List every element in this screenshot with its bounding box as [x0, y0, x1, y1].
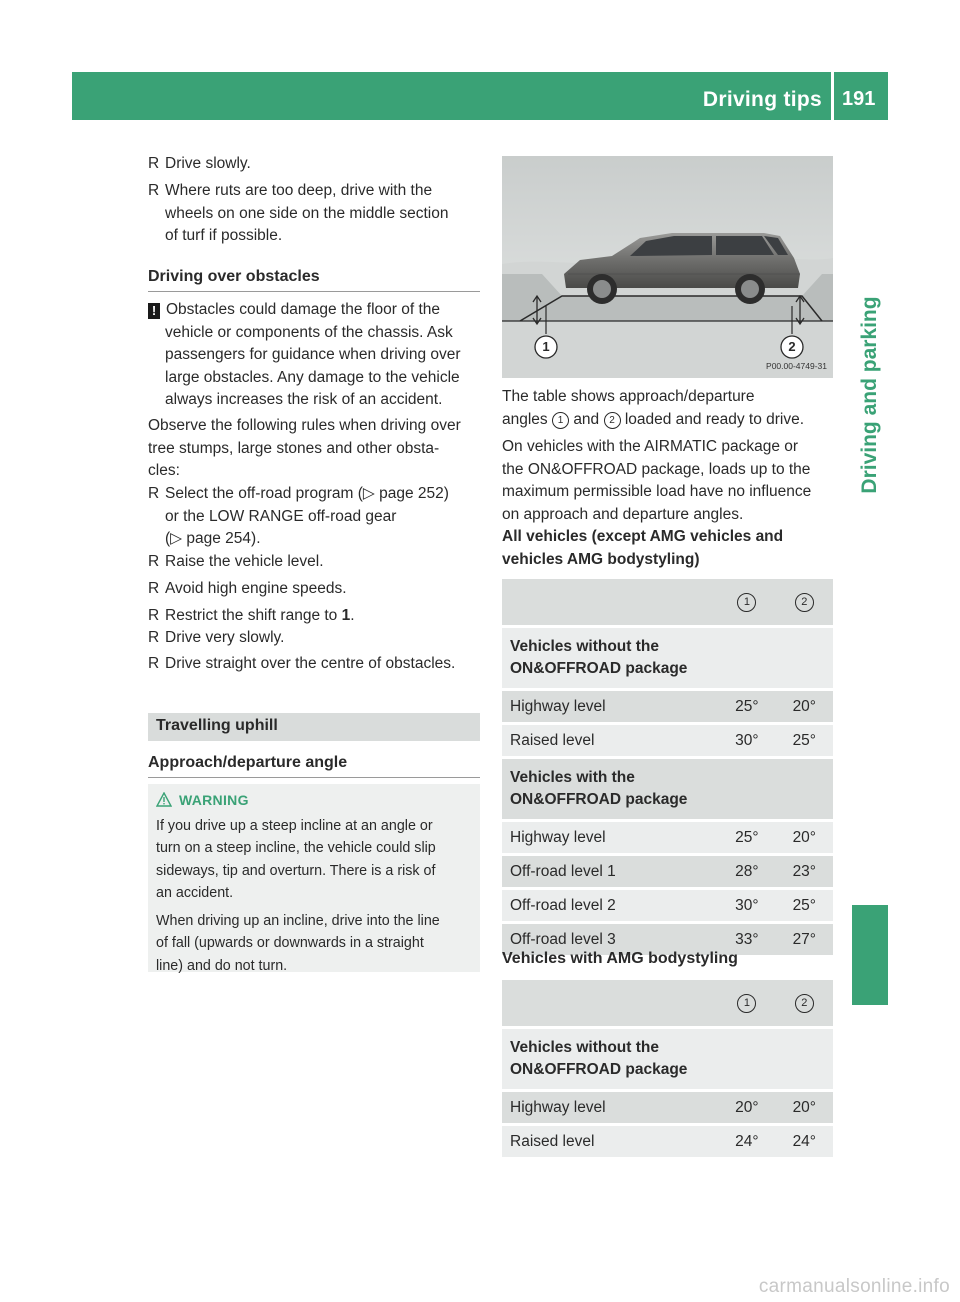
angle-2-value: 20°	[776, 691, 833, 722]
angle-2-value: 20°	[776, 1092, 833, 1123]
bullet-icon: R	[148, 629, 160, 646]
figure-label-2: 2	[788, 339, 796, 354]
section-label-line: ON&OFFROAD package	[510, 1061, 688, 1078]
notice-icon: !	[148, 303, 160, 319]
section-label-line: Vehicles without the	[510, 638, 659, 655]
table-section-row	[502, 1029, 833, 1089]
table-header-cell	[718, 579, 775, 625]
page-number: 191	[842, 88, 876, 110]
col-2-marker: 2	[795, 994, 814, 1013]
table-header-cell	[776, 980, 833, 1026]
table-row	[502, 1092, 833, 1123]
angle-2-value: 27°	[776, 924, 833, 955]
notice-line: vehicle or components of the chassis. Ask	[165, 323, 453, 341]
angle-1-value: 30°	[718, 725, 775, 756]
warning-line: When driving up an incline, drive into the line	[156, 913, 440, 930]
table-section-row	[502, 628, 833, 688]
table-header-cell	[502, 579, 718, 625]
row-label: Highway level	[502, 822, 718, 853]
col-2-marker: 2	[795, 593, 814, 612]
intro-line: tree stumps, large stones and other obsta-	[148, 439, 440, 457]
bullet-icon: R	[148, 607, 160, 624]
angle-2-value: 20°	[776, 822, 833, 853]
airmatic-line: the ON&OFFROAD package, loads up to the	[502, 460, 811, 478]
section-label-line: Vehicles without the	[510, 1039, 659, 1056]
bullet-text: Raise the vehicle level.	[165, 553, 324, 570]
rules-intro	[148, 415, 483, 483]
col-1-marker: 1	[737, 994, 756, 1013]
notice-line: Obstacles could damage the floor of the	[166, 301, 440, 318]
notice-line: large obstacles. Any damage to the vehicle	[165, 368, 460, 386]
section-title: Driving tips	[702, 88, 822, 111]
warning-line: If you drive up a steep incline at an angle or	[156, 818, 433, 834]
warning-header	[156, 792, 249, 810]
angle-2-value: 24°	[776, 1126, 833, 1157]
airmatic-note	[502, 436, 837, 526]
obstacles-heading: Driving over obstacles	[148, 268, 320, 285]
angle-2-marker: 2	[604, 412, 621, 429]
angles-table-all	[502, 576, 833, 958]
angle-1-value: 20°	[718, 1092, 775, 1123]
table-cell	[776, 1029, 833, 1089]
bullet-icon: R	[148, 655, 160, 672]
angle-1-value: 24°	[718, 1126, 775, 1157]
heading-rule	[148, 777, 480, 778]
uphill-title: Travelling uphill	[156, 717, 278, 734]
table-row	[502, 725, 833, 756]
vehicle-figure	[502, 156, 833, 378]
bullet-text: Drive straight over the centre of obstacles.	[165, 655, 456, 672]
bullet-text: Avoid high engine speeds.	[165, 580, 347, 597]
airmatic-line: maximum permissible load have no influence	[502, 483, 812, 500]
all-vehicles-heading	[502, 526, 837, 571]
angle-2-value: 25°	[776, 890, 833, 921]
row-label: Raised level	[502, 725, 718, 756]
bullet-text: wheels on one side on the middle section	[165, 204, 449, 222]
angle-1-value: 30°	[718, 890, 775, 921]
notice-line: passengers for guidance when driving over	[165, 346, 461, 363]
intro-text: and	[573, 410, 600, 428]
bullet-icon: R	[148, 182, 160, 199]
section-label-line: Vehicles with the	[510, 769, 635, 786]
table-row	[502, 856, 833, 887]
bullet-text: Drive very slowly.	[165, 629, 285, 646]
table-header-cell	[776, 579, 833, 625]
table-intro	[502, 386, 837, 431]
bullet-icon: R	[148, 155, 160, 172]
amg-heading: Vehicles with AMG bodystyling	[502, 950, 738, 967]
table-cell	[776, 628, 833, 688]
table-cell	[718, 628, 775, 688]
table-header-row	[502, 980, 833, 1026]
bullet-text: Where ruts are too deep, drive with the	[165, 182, 433, 199]
table-row	[502, 1126, 833, 1157]
heading-line: vehicles AMG bodystyling)	[502, 550, 700, 568]
row-label: Raised level	[502, 1126, 718, 1157]
angle-1-value: 28°	[718, 856, 775, 887]
table-header-cell	[502, 980, 718, 1026]
angle-1-value: 25°	[718, 822, 775, 853]
bullet-text: (▷ page 254).	[165, 530, 261, 547]
bullet-icon: R	[148, 580, 160, 597]
table-cell	[776, 759, 833, 819]
figure-code: P00.00-4749-31	[766, 361, 827, 371]
bullet-text: Drive slowly.	[165, 155, 251, 172]
row-label: Off-road level 3	[502, 924, 718, 955]
warning-box	[148, 784, 480, 972]
chapter-label: Driving and parking	[858, 296, 881, 494]
watermark: carmanualsonline.info	[758, 1276, 950, 1297]
section-label	[502, 628, 718, 688]
section-label	[502, 759, 718, 819]
intro-line: Observe the following rules when driving over	[148, 417, 461, 434]
warning-line: turn on a steep incline, the vehicle could slip	[156, 840, 436, 857]
section-label-line: ON&OFFROAD package	[510, 791, 688, 808]
airmatic-line: on approach and departure angles.	[502, 505, 744, 523]
col-1-marker: 1	[737, 593, 756, 612]
intro-line: The table shows approach/departure	[502, 388, 755, 405]
section-label-line: ON&OFFROAD package	[510, 660, 688, 677]
row-label: Highway level	[502, 1092, 718, 1123]
table-row	[502, 691, 833, 722]
bullet-icon: R	[148, 553, 160, 570]
bullet-text: Restrict the shift range to	[165, 607, 338, 624]
table-header-row	[502, 579, 833, 625]
table-cell	[718, 1029, 775, 1089]
rules-list: R Select the off-road program (▷ page 252) or the LOW RANGE off-road gear (▷ page 254). R Raise the vehicle level. R Avoid high engine speeds. R Restrict the shift range to 1. R Drive very slowly. R Drive straight over the centre of obstacles.	[148, 483, 483, 673]
shift-range-value: 1	[341, 607, 351, 624]
heading-line: All vehicles (except AMG vehicles and	[502, 528, 784, 545]
angle-heading: Approach/departure angle	[148, 754, 348, 771]
table-row	[502, 890, 833, 921]
figure-label-1: 1	[542, 339, 550, 354]
section-label	[502, 1029, 718, 1089]
table-row	[502, 822, 833, 853]
angle-1-value: 25°	[718, 691, 775, 722]
table-section-row	[502, 759, 833, 819]
table-header-cell	[718, 980, 775, 1026]
warning-line: sideways, tip and overturn. There is a risk of	[156, 862, 436, 879]
warning-icon	[156, 792, 172, 807]
angle-2-value: 25°	[776, 725, 833, 756]
heading-rule	[148, 291, 480, 292]
airmatic-line: On vehicles with the AIRMATIC package or	[502, 438, 799, 455]
row-label: Off-road level 1	[502, 856, 718, 887]
angles-table-amg	[502, 977, 833, 1160]
bullet-text: of turf if possible.	[165, 227, 283, 244]
bullet-text: or the LOW RANGE off-road gear	[165, 507, 397, 525]
row-label: Off-road level 2	[502, 890, 718, 921]
warning-line: line) and do not turn.	[156, 957, 288, 974]
uphill-section-header	[148, 713, 480, 741]
table-cell	[718, 759, 775, 819]
chapter-tab	[852, 905, 888, 1005]
warning-line: of fall (upwards or downwards in a straight	[156, 935, 424, 952]
angle-2-value: 23°	[776, 856, 833, 887]
warning-line: an accident.	[156, 884, 234, 901]
row-label: Highway level	[502, 691, 718, 722]
intro-text: angles	[502, 410, 548, 428]
notice-line: always increases the risk of an accident.	[165, 391, 443, 408]
angle-1-value: 33°	[718, 924, 775, 955]
intro-text: loaded and ready to drive.	[624, 410, 805, 428]
intro-line: cles:	[148, 462, 180, 479]
bullet-icon: R	[148, 485, 160, 502]
warning-title: WARNING	[179, 792, 249, 808]
header-separator	[831, 72, 834, 120]
bullet-text: Select the off-road program (▷ page 252)	[165, 485, 449, 502]
angle-1-marker: 1	[552, 412, 569, 429]
